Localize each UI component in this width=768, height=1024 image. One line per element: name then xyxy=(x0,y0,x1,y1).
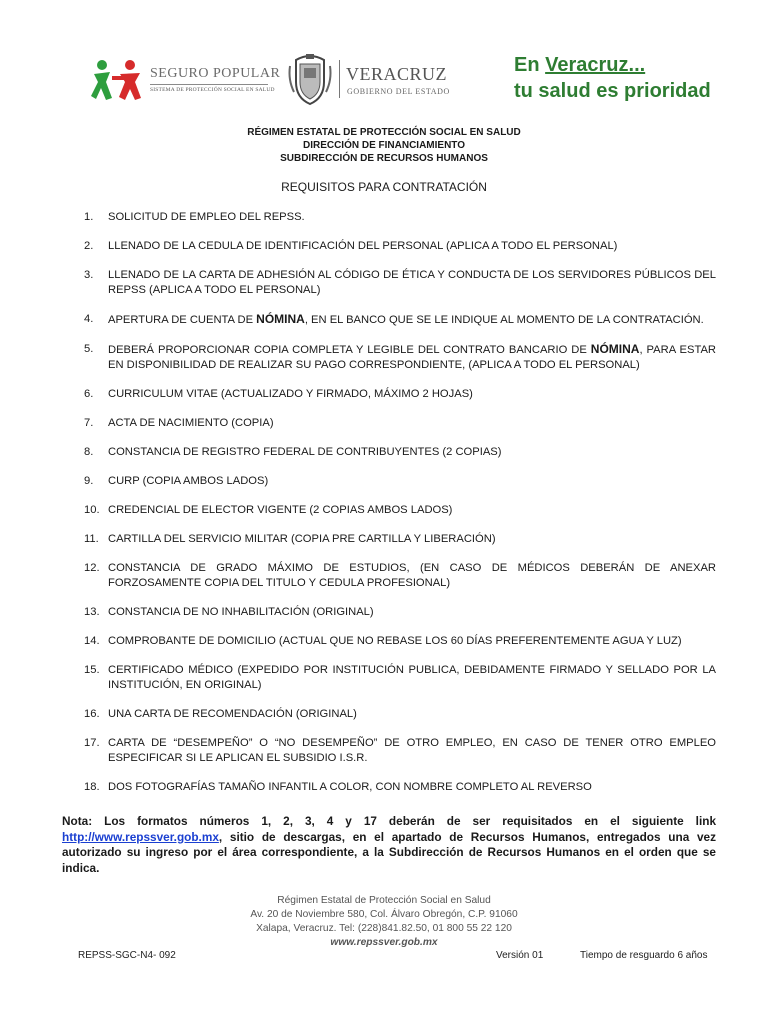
list-item xyxy=(80,268,716,298)
veracruz-subtitle: GOBIERNO DEL ESTADO xyxy=(347,87,450,96)
note-paragraph xyxy=(62,814,716,876)
slogan xyxy=(514,52,711,104)
item-text: CONSTANCIA DE GRADO MÁXIMO DE ESTUDIOS, (EN CASO DE MÉDICOS DEBERÁN DE ANEXAR FORZOSAMENTE COPIA DEL TITULO Y CEDULA PROFESIONAL) xyxy=(108,562,716,589)
item-text-pre: DEBERÁ PROPORCIONAR COPIA COMPLETA Y LEGIBLE DEL CONTRATO BANCARIO DE xyxy=(108,344,591,356)
list-item xyxy=(80,416,716,431)
item-text: CURP (COPIA AMBOS LADOS) xyxy=(108,475,269,487)
item-number: 15. xyxy=(84,664,100,676)
item-number: 6. xyxy=(84,388,94,400)
list-item xyxy=(80,780,716,795)
requirements-title: REQUISITOS PARA CONTRATACIÓN xyxy=(281,180,487,194)
item-text-post: , PARA ESTAR EN DISPONIBILIDAD DE REALIZAR SU PAGO CORRESPONDIENTE, (APLICA A TODO EL PERSONAL) xyxy=(108,344,716,371)
item-text: CARTILLA DEL SERVICIO MILITAR (COPIA PRE CARTILLA Y LIBERACIÓN) xyxy=(108,533,496,545)
item-text: LLENADO DE LA CARTA DE ADHESIÓN AL CÓDIGO DE ÉTICA Y CONDUCTA DE LOS SERVIDORES PÚBLICOS DEL REPSS (APLICA A TODO EL PERSONAL) xyxy=(108,269,716,296)
title-block xyxy=(0,126,768,165)
retention-time: Tiempo de resguardo 6 años xyxy=(580,950,708,961)
document-version: Versión 01 xyxy=(496,950,544,961)
title-line-1: RÉGIMEN ESTATAL DE PROTECCIÓN SOCIAL EN SALUD xyxy=(247,127,521,138)
item-text-pre: APERTURA DE CUENTA DE xyxy=(108,314,257,326)
list-item xyxy=(80,445,716,460)
item-number: 3. xyxy=(84,269,94,281)
veracruz-logo xyxy=(286,52,456,106)
seguro-popular-subtitle: SISTEMA DE PROTECCIÓN SOCIAL EN SALUD xyxy=(150,87,275,93)
item-text: COMPROBANTE DE DOMICILIO (ACTUAL QUE NO REBASE LOS 60 DÍAS PREFERENTEMENTE AGUA Y LUZ) xyxy=(108,635,682,647)
item-text: CONSTANCIA DE REGISTRO FEDERAL DE CONTRIBUYENTES (2 COPIAS) xyxy=(108,446,502,458)
footer-line-2: Av. 20 de Noviembre 580, Col. Álvaro Obregón, C.P. 91060 xyxy=(250,909,518,920)
item-text: DOS FOTOGRAFÍAS TAMAÑO INFANTIL A COLOR, CON NOMBRE COMPLETO AL REVERSO xyxy=(108,781,592,793)
seguro-popular-logo xyxy=(90,58,281,104)
item-number: 7. xyxy=(84,417,94,429)
seguro-popular-figures-icon xyxy=(90,58,146,104)
list-item xyxy=(80,387,716,402)
item-number: 17. xyxy=(84,737,100,749)
item-number: 4. xyxy=(84,313,94,325)
item-text: CREDENCIAL DE ELECTOR VIGENTE (2 COPIAS AMBOS LADOS) xyxy=(108,504,453,516)
item-number: 5. xyxy=(84,343,94,355)
seguro-popular-name: SEGURO POPULAR xyxy=(150,66,281,81)
item-text-post: , EN EL BANCO QUE SE LE INDIQUE AL MOMENTO DE LA CONTRATACIÓN. xyxy=(304,314,704,326)
veracruz-name: VERACRUZ xyxy=(346,64,448,84)
note-lead: Nota: Los formatos números 1, 2, 3, 4 y 17 deberán de ser requisitados en el siguiente link xyxy=(62,814,716,828)
list-item xyxy=(80,561,716,591)
header xyxy=(0,52,768,112)
title-line-3: SUBDIRECCIÓN DE RECURSOS HUMANOS xyxy=(280,153,488,164)
item-text: UNA CARTA DE RECOMENDACIÓN (ORIGINAL) xyxy=(108,708,357,720)
item-text: CERTIFICADO MÉDICO (EXPEDIDO POR INSTITUCIÓN PUBLICA, DEBIDAMENTE FIRMADO Y SELLADO POR LA INSTITUCIÓN, EN ORIGINAL) xyxy=(108,664,716,691)
item-text: CURRICULUM VITAE (ACTUALIZADO Y FIRMADO, MÁXIMO 2 HOJAS) xyxy=(108,388,473,400)
list-item xyxy=(80,239,716,254)
list-item xyxy=(80,532,716,547)
list-item xyxy=(80,736,716,766)
item-text: LLENADO DE LA CEDULA DE IDENTIFICACIÓN DEL PERSONAL (APLICA A TODO EL PERSONAL) xyxy=(108,240,618,252)
item-number: 18. xyxy=(84,781,100,793)
list-item xyxy=(80,663,716,693)
item-number: 8. xyxy=(84,446,94,458)
item-number: 16. xyxy=(84,708,100,720)
item-number: 9. xyxy=(84,475,94,487)
note-tail: , sitio de descargas, en el apartado de Recursos Humanos, entregados una vez autorizado su ingreso por el área correspondiente, a la Subdirección de Recursos Humanos en el orden que se indica. xyxy=(62,829,716,875)
item-text-bold: NÓMINA xyxy=(590,342,640,356)
repssver-link[interactable]: http://www.repssver.gob.mx xyxy=(62,829,219,844)
item-text: ACTA DE NACIMIENTO (COPIA) xyxy=(108,417,274,429)
item-number: 11. xyxy=(84,533,99,545)
list-item xyxy=(80,342,716,373)
footer-line-1: Régimen Estatal de Protección Social en Salud xyxy=(277,895,491,906)
slogan-prefix: En xyxy=(514,54,546,76)
list-item xyxy=(80,605,716,620)
item-number: 1. xyxy=(84,211,94,223)
list-item xyxy=(80,474,716,489)
item-number: 12. xyxy=(84,562,100,574)
title-line-2: DIRECCIÓN DE FINANCIAMIENTO xyxy=(302,140,466,151)
item-text: CARTA DE “DESEMPEÑO” O “NO DESEMPEÑO” DE OTRO EMPLEO, EN CASO DE TENER OTRO EMPLEO ESPECIFICAR SI LE APLICAN EL SUBSIDIO I.S.R. xyxy=(108,737,716,764)
slogan-veracruz: Veracruz... xyxy=(545,54,646,76)
slogan-line-1 xyxy=(514,52,711,78)
list-item xyxy=(80,707,716,722)
veracruz-seal-icon xyxy=(286,52,334,106)
list-item xyxy=(80,312,716,328)
item-number: 14. xyxy=(84,635,100,647)
list-item xyxy=(80,210,716,225)
item-number: 2. xyxy=(84,240,94,252)
requirements-list xyxy=(80,210,716,809)
footer-address xyxy=(0,894,768,950)
item-number: 13. xyxy=(84,606,100,618)
item-text-bold: NÓMINA xyxy=(256,312,305,326)
seguro-popular-rule xyxy=(150,84,268,85)
document-code: REPSS-SGC-N4- 092 xyxy=(78,950,176,961)
list-item xyxy=(80,503,716,518)
item-text: SOLICITUD DE EMPLEO DEL REPSS. xyxy=(108,211,305,223)
slogan-line-2: tu salud es prioridad xyxy=(514,80,711,102)
item-text: CONSTANCIA DE NO INHABILITACIÓN (ORIGINAL) xyxy=(108,606,374,618)
footer-line-3: Xalapa, Veracruz. Tel: (228)841.82.50, 01 800 55 22 120 xyxy=(256,923,512,934)
veracruz-divider xyxy=(339,60,340,98)
footer-website: www.repssver.gob.mx xyxy=(330,937,438,948)
list-item xyxy=(80,634,716,649)
item-number: 10. xyxy=(84,504,100,516)
